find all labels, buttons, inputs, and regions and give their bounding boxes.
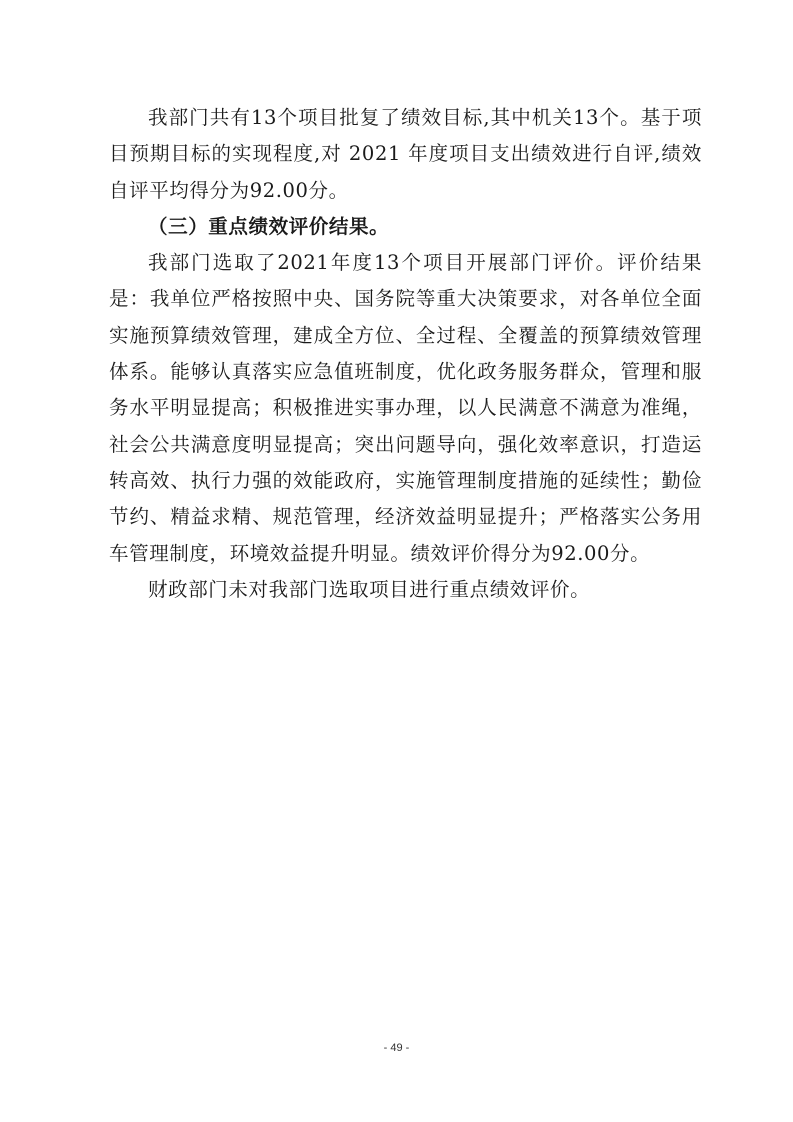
paragraph-finance-note: 财政部门未对我部门选取项目进行重点绩效评价。 — [148, 577, 591, 601]
paragraph-self-evaluation: 我部门共有13个项目批复了绩效目标,其中机关13个。基于项目预期目标的实现程度,对 2021 年度项目支出绩效进行自评,绩效自评平均得分为92.00分。 — [109, 106, 702, 202]
paragraph-evaluation-results: 我部门选取了2021年度13个项目开展部门评价。评价结果是：我单位严格按照中央、国务院等重大决策要求，对各单位全面实施预算绩效管理，建成全方位、全过程、全覆盖的预算绩效管理体系。能够认真落实应急值班制度，优化政务服务群众，管理和服务水平明显提高；积极推进实事办理，以人民满意不满意为准绳，社会公共满意度明显提高；突出问题导向，强化效率意识，打造运转高效、执行力强的效能政府，实施管理制度措施的延续性；勤俭节约、精益求精、规范管理，经济效益明显提升；严格落实公务用车管理制度，环境效益提升明显。绩效评价得分为92.00分。 — [109, 251, 702, 565]
document-body — [109, 100, 702, 608]
page-number: - 49 - — [383, 1042, 410, 1054]
section-heading-key-evaluation: （三）重点绩效评价结果。 — [148, 214, 390, 238]
